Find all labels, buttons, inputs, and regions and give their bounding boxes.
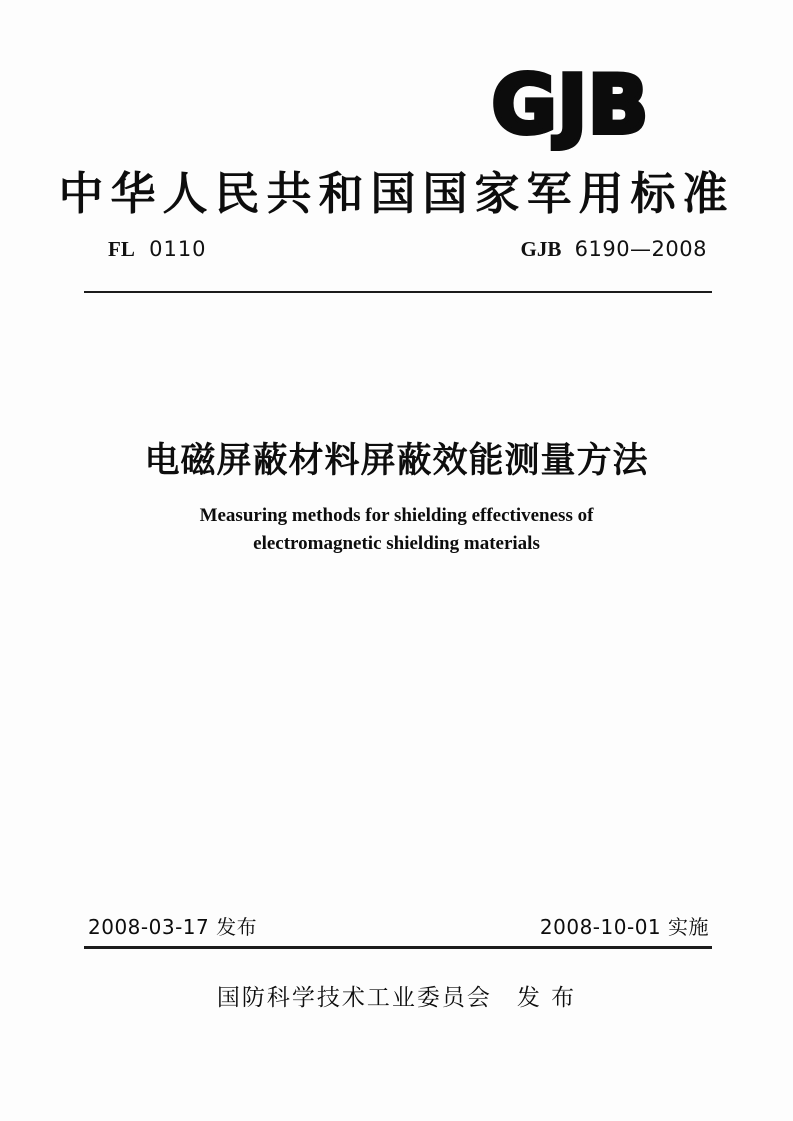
publisher-line: 国防科学技术工业委员会 发 布 [216,985,577,1011]
implementation-date: 2008-10-01 实施 [539,915,709,939]
gjb-logo: GJB [491,58,650,152]
standard-title-english-line2: electromagnetic shielding materials [253,533,540,554]
footer-divider-line [84,946,712,949]
standard-title-english-line1: Measuring methods for shielding effectiveness of [199,505,594,526]
header-divider-line [84,291,712,293]
national-military-standard-heading: 中华人民共和国国家军用标准 [58,169,735,219]
standard-number-prefix: GJB [520,237,562,261]
standard-number [521,237,707,262]
classification-row [88,237,709,265]
classification-code [108,237,207,262]
standard-title-chinese: 电磁屏蔽材料屏蔽效能测量方法 [144,441,649,481]
classification-number: 0110 [149,237,207,261]
dates-row [88,911,709,937]
standard-title-english [0,502,793,558]
classification-prefix: FL [108,237,135,261]
standard-number-value: 6190—2008 [574,237,707,261]
issue-date: 2008-03-17 发布 [88,915,258,939]
